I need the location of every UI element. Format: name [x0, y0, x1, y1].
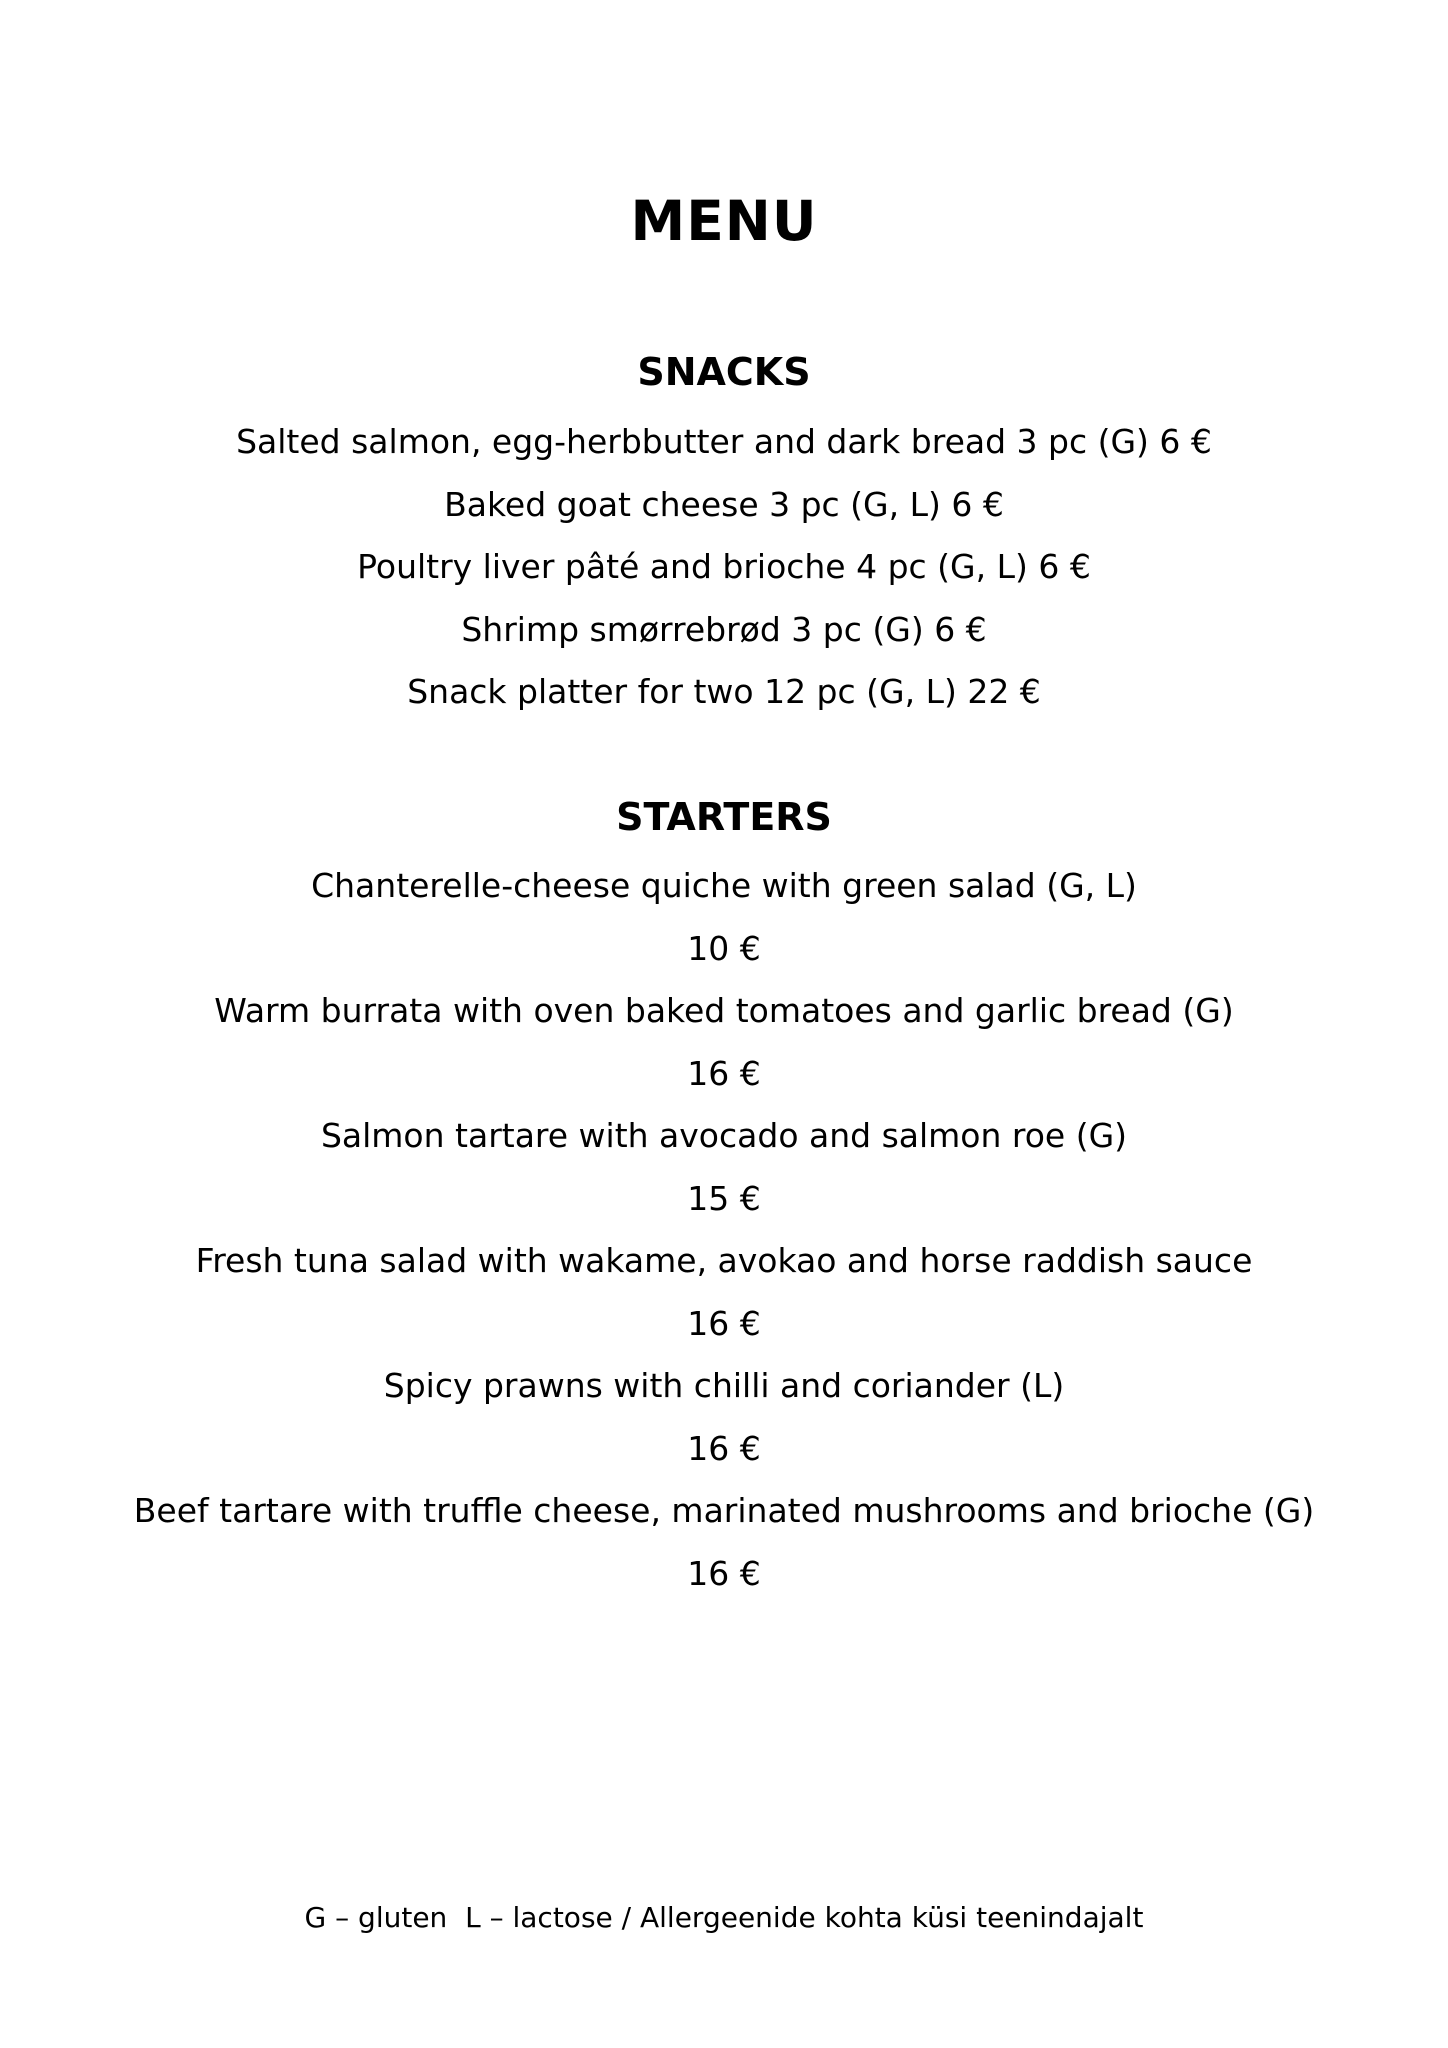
- starter-item-name: Warm burrata with oven baked tomatoes and garlic bread (G): [214, 991, 1234, 1030]
- snack-item: Salted salmon, egg-herbbutter and dark bread 3 pc (G) 6 €: [236, 422, 1212, 461]
- starter-item-price: 16 €: [687, 1428, 761, 1468]
- starter-item-name: Beef tartare with truffle cheese, marinated mushrooms and brioche (G): [133, 1491, 1315, 1530]
- starters-list: [0, 855, 1448, 1605]
- snacks-list: [0, 411, 1448, 724]
- snack-item: Baked goat cheese 3 pc (G, L) 6 €: [444, 484, 1004, 524]
- snack-item: Shrimp smørrebrød 3 pc (G) 6 €: [461, 609, 987, 649]
- page-title: MENU: [630, 189, 818, 253]
- starter-item-price: 10 €: [687, 928, 761, 968]
- allergen-legend: G – gluten L – lactose / Allergeenide kohta küsi teenindajalt: [304, 1901, 1144, 1934]
- starter-item-price: 16 €: [687, 1303, 761, 1343]
- starter-item-name: Chanterelle-cheese quiche with green salad (G, L): [311, 866, 1137, 905]
- starter-item-name: Fresh tuna salad with wakame, avokao and horse raddish sauce: [195, 1241, 1253, 1280]
- snacks-heading: SNACKS: [637, 350, 811, 394]
- starter-item-price: 16 €: [687, 1053, 761, 1093]
- starter-item-name: Salmon tartare with avocado and salmon roe (G): [320, 1116, 1128, 1155]
- starter-item-name: Spicy prawns with chilli and coriander (L): [383, 1366, 1065, 1405]
- snack-item: Poultry liver pâté and brioche 4 pc (G, L) 6 €: [357, 547, 1091, 586]
- snack-item: Snack platter for two 12 pc (G, L) 22 €: [407, 672, 1041, 711]
- starter-item-price: 16 €: [687, 1553, 761, 1593]
- starter-item-price: 15 €: [687, 1178, 761, 1218]
- starters-heading: STARTERS: [616, 795, 832, 839]
